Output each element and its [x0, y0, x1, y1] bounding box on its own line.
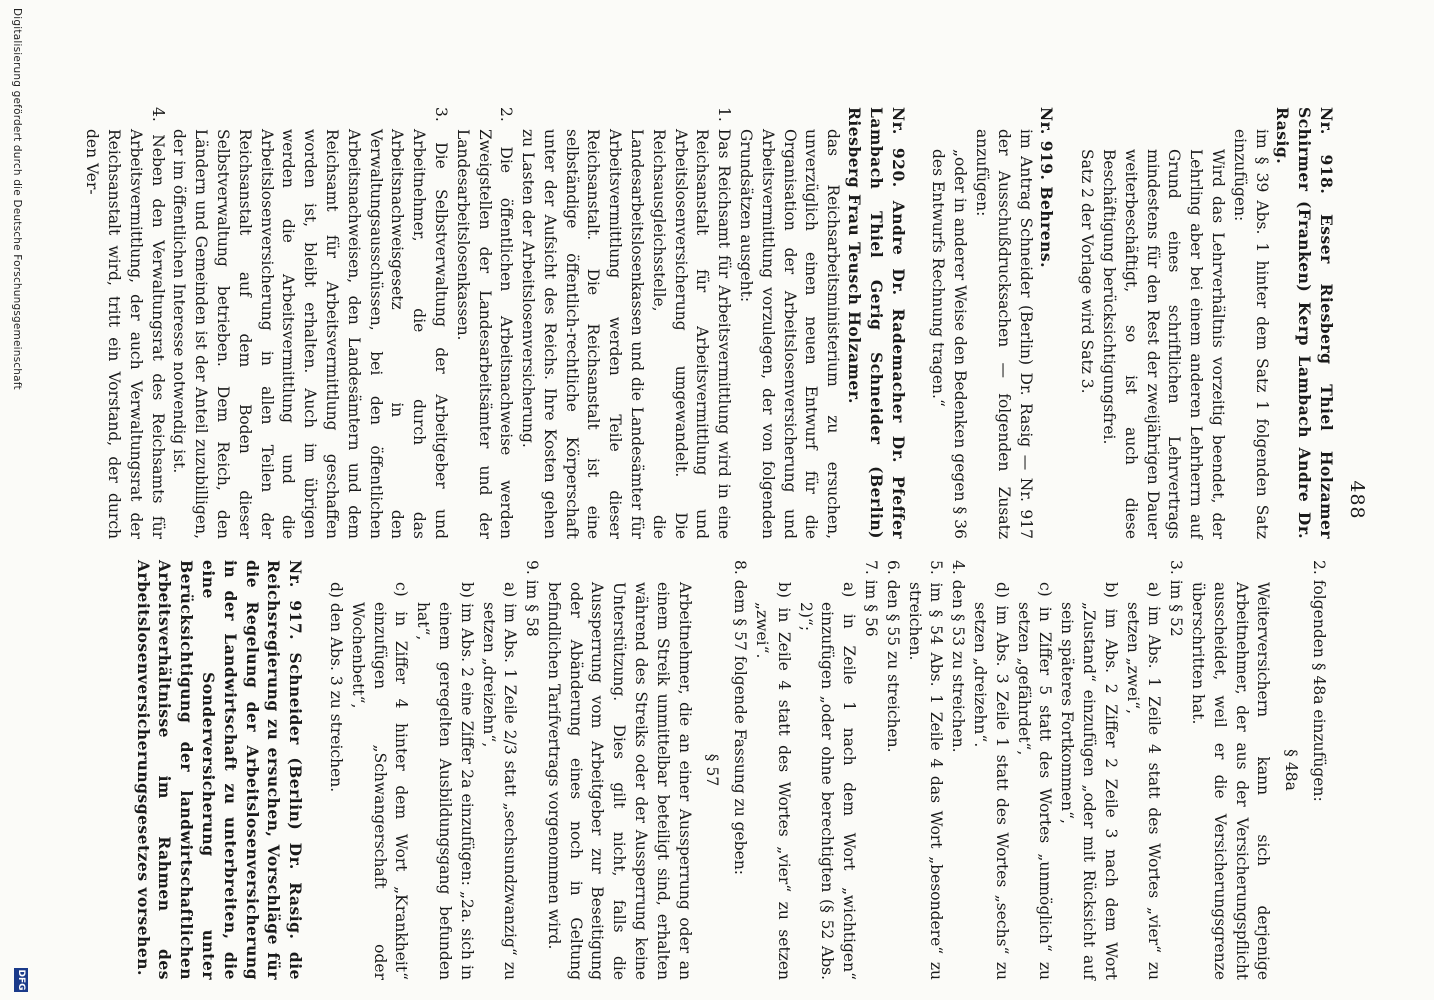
- left-column-paragraph: Weiterversichern kann sich derjenige Arbeitnehmer, der aus der Versicherungspflicht ausscheidet, weil er die Versicherungsgrenze überschritten hat.: [1189, 582, 1273, 980]
- left-column-paragraph: a) im Abs. 1 Zeile 4 statt des Wortes „vier“ zu setzen „zwei“,: [1123, 582, 1164, 980]
- left-column-paragraph: § 48a: [1282, 749, 1301, 791]
- right-column-paragraph: Nr. 920. Andre Dr. Rademacher Dr. Pfeffer Lambach Thiel Gerig Schneider (Berlin) Riesberg Frau Teusch Holzamer.: [845, 107, 908, 539]
- right-column-paragraph: Satz 2 der Vorlage wird Satz 3.: [1078, 149, 1097, 394]
- right-column-paragraph: das Reichsarbeitsministerium zu ersuchen, unverzüglich einen neuen Entwurf für die Organisation der Arbeitslosenversicherung und Arbeitsvermittlung vorzulegen, der von folgenden Grundsätzen ausgeht:: [737, 129, 843, 539]
- left-column-paragraph: b) in Zeile 4 statt des Wortes „vier“ zu setzen „zwei“.: [753, 582, 793, 980]
- right-column-paragraph: 1. Das Reichsamt für Arbeitsvermittlung wird in eine Reichsanstalt für Arbeitsvermittlung und Arbeitslosenversicherung umgewandelt. Die Reichsausgleichsstelle, die Landesarbeitslosenkassen und die Landesämter für Arbeitsvermittlung werden Teile dieser Reichsanstalt. Die Reichsanstalt ist eine selbständige öffentlich-rechtliche Körperschaft unter der Aufsicht des Reichs. Ihre Kosten gehen zu Lasten der Arbeitslosenversicherung.: [519, 107, 734, 539]
- right-column-paragraph: 2. Die öffentlichen Arbeitsnachweise werden Zweigstellen der Landesarbeitsämter und der Landesarbeitslosenkassen.: [453, 107, 516, 539]
- left-column-paragraph: b) im Abs. 2 eine Ziffer 2a einzufügen: „2a. sich in einem geregelten Ausbildungsgang befunden hat“,: [414, 582, 476, 980]
- left-column-paragraph: 2. folgenden § 48a einzufügen:: [1310, 560, 1328, 802]
- left-column-paragraph: Nr. 917. Schneider (Berlin) Dr. Rasig. die Reichsregierung zu ersuchen, Vorschläge für die Regelung der Arbeitslosenversicherung in der Landwirtschaft zu unterbreiten, die eine Sonderversicherung unter Berücksichtigung der landwirtschaftlichen Arbeitsverhältnisse im Rahmen des Arbeitslosenversicherungsgesetzes vorsehen.: [133, 560, 306, 980]
- right-column-paragraph: Wird das Lehrverhältnis vorzeitig beendet, der Lehrling aber bei einem anderen Lehrherrn auf Grund eines schriftlichen Lehrvertrags mindestens für den Rest der zweijährigen Dauer weiterbeschäftigt, so ist auch diese Beschäftigung berücksichtigungsfrei.: [1100, 149, 1228, 539]
- left-column-paragraph: 4. den § 53 zu streichen.: [949, 560, 968, 753]
- left-column-paragraph: 8. dem § 57 folgende Fassung zu geben:: [731, 560, 750, 876]
- left-column-paragraph: 7. im § 56: [862, 560, 881, 637]
- left-column-paragraph: Arbeitnehmer, die an einer Aussperrung oder an einem Streik unmittelbar beteiligt sind, erhalten während des Streiks oder der Aussperrung keine Unterstützung. Dies gilt nicht, falls die Aussperrung vom Arbeitgeber zur Beseitigung oder Abänderung eines noch in Geltung befindlichen Tarifvertrags vorgenommen wird.: [544, 582, 694, 980]
- right-column-paragraph: im § 39 Abs. 1 hinter dem Satz 1 folgenden Satz einzufügen:: [1230, 129, 1271, 539]
- left-column-paragraph: d) den Abs. 3 zu streichen.: [326, 582, 345, 793]
- page-number: 488: [1346, 480, 1368, 520]
- right-column-paragraph: Nr. 918. Esser Riesberg Thiel Holzamer Schirmer (Franken) Kerp Lambach Andre Dr. Rasig.: [1273, 107, 1336, 539]
- right-column-paragraph: 4. Neben den Verwaltungsrat des Reichsamts für Arbeitsvermittlung, der auch Verwaltungsrat der Reichsanstalt wird, tritt ein Vorstand, der durch den Ver-: [83, 107, 167, 539]
- left-column-paragraph: 9. im § 58: [523, 560, 542, 637]
- right-column-paragraph: „oder in anderer Weise den Bedenken gegen § 36 des Entwurfs Rechnung tragen.“: [929, 149, 970, 539]
- left-column-paragraph: 5. im § 54 Abs. 1 Zeile 4 das Wort „besondere“ zu streichen.: [905, 560, 946, 980]
- paragraph-gap: [1057, 107, 1075, 539]
- left-column-paragraph: a) im Abs. 1 Zeile 2/3 statt „sechsundzwanzig“ zu setzen „dreizehn“,: [479, 582, 520, 980]
- paragraph-gap: [306, 560, 324, 980]
- dfg-logo: DFG: [16, 969, 26, 991]
- right-column-paragraph: 3. Die Selbstverwaltung der Arbeitgeber und Arbeitnehmer, die durch das Arbeitsnachweisgesetz in den Verwaltungsausschüssen, bei den öffentlichen Arbeitsnachweisen, den Landesämtern und dem Reichsamt für Arbeitsvermittlung geschaffen worden ist, bleibt erhalten. Auch im übrigen werden die Arbeitsvermittlung und die Arbeitslosenversicherung in allen Teilen der Reichsanstalt auf dem Boden dieser Selbstverwaltung betrieben. Dem Reich, den Ländern und Gemeinden ist der Anteil zuzubilligen, der im öffentlichen Interesse notwendig ist.: [170, 107, 450, 539]
- left-column-paragraph: c) in Ziffer 4 hinter dem Wort „Krankheit“ einzufügen „Schwangerschaft oder Wochenbett“,: [348, 582, 411, 980]
- left-column-paragraph: b) im Abs. 2 Ziffer 2 Zeile 3 nach dem Wort „Zustand“ einzufügen „oder mit Rücksicht auf sein späteres Fortkommen“,: [1058, 582, 1120, 980]
- digitization-note-text: Digitalisierung gefördert durch die Deutsche Forschungsgemeinschaft: [11, 8, 23, 390]
- left-column-paragraph: c) in Ziffer 5 statt des Wortes „unmöglich“ zu setzen „gefährdet“,: [1014, 582, 1055, 980]
- right-column-paragraph: Nr. 919. Behrens.: [1037, 107, 1057, 269]
- right-column-paragraph: im Antrag Schneider (Berlin) Dr. Rasig — Nr. 917 der Ausschußdrucksachen — folgenden Zusatz anzufügen:: [973, 129, 1035, 539]
- left-column: [0, 560, 1329, 980]
- left-column-paragraph: a) in Zeile 1 nach dem Wort „wichtigen“ einzufügen „oder ohne berechtigten (§ 52 Abs. 2)“;: [796, 582, 859, 980]
- left-column-paragraph: d) im Abs. 3 Zeile 1 statt des Wortes „sechs“ zu setzen „dreizehn“.: [971, 582, 1011, 980]
- right-column: [0, 107, 1337, 539]
- left-column-paragraph: § 57: [703, 753, 722, 787]
- digitization-note: [11, 8, 23, 390]
- left-column-paragraph: 3. im § 52: [1167, 560, 1186, 637]
- paragraph-gap: [909, 107, 927, 539]
- left-column-paragraph: 6. den § 55 zu streichen.: [883, 560, 902, 753]
